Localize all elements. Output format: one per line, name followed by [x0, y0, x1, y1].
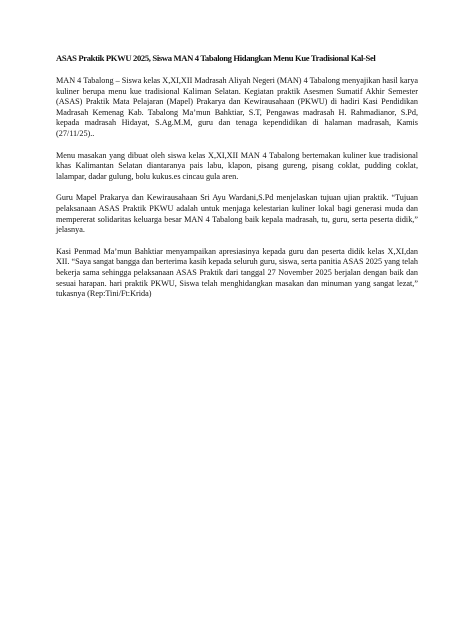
paragraph-teacher-quote: Guru Mapel Prakarya dan Kewirausahaan Sri Ayu Wardani,S.Pd menjelaskan tujuan ujian praktik. “Tujuan pelaksanaan ASAS Praktik PKWU adalah untuk menjaga kelestarian kuliner lokal bagi generasi muda dan mempererat solidaritas keluarga besar MAN 4 Tabalong baik kepala madrasah, tu, guru, serta peserta didik,” jelasnya. [56, 193, 418, 235]
document-body [56, 53, 418, 311]
paragraph-kasi-quote: Kasi Penmad Ma’mun Bahktiar menyampaikan apresiasinya kepada guru dan peserta didik kelas X,XI,dan XII. “Saya sangat bangga dan berterima kasih kepada seluruh guru, siswa, serta panitia ASAS 2025 yang telah bekerja sama sehingga pelaksanaan ASAS Praktik dari tanggal 27 November 2025 berjalan dengan baik dan sesuai harapan. hari praktik PKWU, Siswa telah menghidangkan masakan dan minuman yang sangat lezat,” tukasnya (Rep:Tini/Ft:Krida) [56, 246, 418, 299]
paragraph-menu: Menu masakan yang dibuat oleh siswa kelas X,XI,XII MAN 4 Tabalong bertemakan kuliner kue tradisional khas Kalimantan Selatan diantaranya pais labu, klapon, pisang gureng, pisang coklat, pudding coklat, lalampar, dadar gulung, bolu kukus.es cincau gula aren. [56, 150, 418, 181]
paragraph-intro: MAN 4 Tabalong – Siswa kelas X,XI,XII Madrasah Aliyah Negeri (MAN) 4 Tabalong menyajikan hasil karya kuliner berupa menu kue tradisional Kaliman Selatan. Kegiatan praktik Asesmen Sumatif Akhir Semester (ASAS) Praktik Mata Pelajaran (Mapel) Prakarya dan Kewirausahaan (PKWU) di hadiri Kasi Pendidikan Madrasah Kemenag Kab. Tabalong Ma’mun Bahktiar, S.T, Pengawas madrasah H. Rahmadianor, S.Pd, kepada madrasah Hidayat, S.Ag.M.M, guru dan tenaga kependidikan di halaman madrasah, Kamis (27/11/25).. [56, 76, 418, 138]
article-title: ASAS Praktik PKWU 2025, Siswa MAN 4 Tabalong Hidangkan Menu Kue Tradisional Kal-Sel [56, 53, 376, 63]
